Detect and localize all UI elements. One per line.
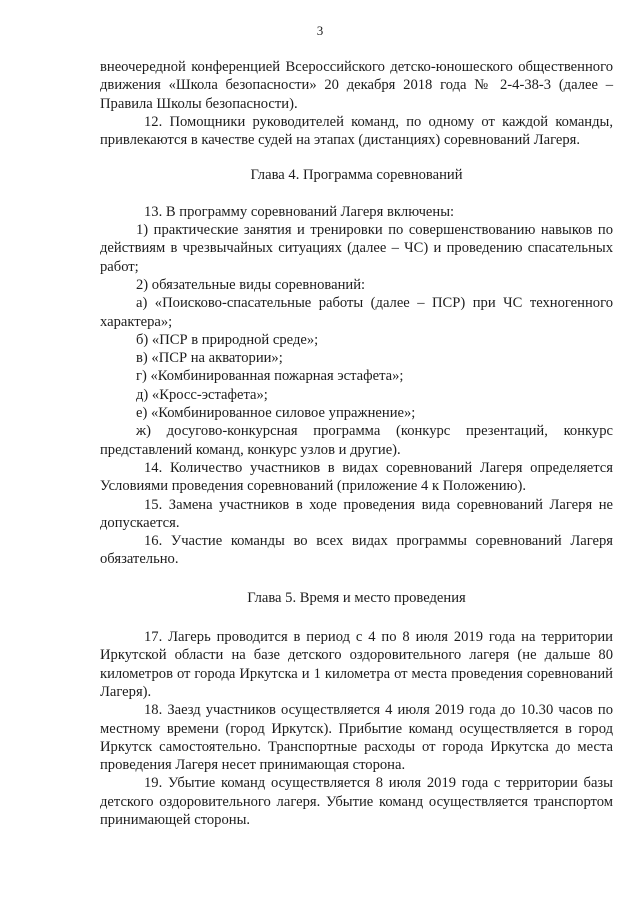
paragraph-13-item-2g: ж) досугово-конкурсная программа (конкурс презентаций, конкурс представлений команд, конкурс узлов и другие). bbox=[100, 423, 613, 458]
paragraph-16: 16. Участие команды во всех видах программы соревнований Лагеря обязательно. bbox=[100, 533, 613, 568]
page-number: 3 bbox=[316, 23, 324, 38]
paragraph-13-item-2: 2) обязательные виды соревнований: bbox=[136, 276, 366, 293]
paragraph-13-item-2d: г) «Комбинированная пожарная эстафета»; bbox=[136, 368, 404, 385]
paragraph-14: 14. Количество участников в видах соревнований Лагеря определяется Условиями проведения соревнований (приложение 4 к Положению). bbox=[100, 459, 613, 495]
paragraph-13-item-2f: е) «Комбинированное силовое упражнение»; bbox=[136, 405, 416, 422]
paragraph-17: 17. Лагерь проводится в период с 4 по 8 июля 2019 года на территории Иркутской области на базе детского оздоровительного лагеря (не дальше 80 километров от города Иркутска и 1 километра от места проведения соревнований Лагеря). bbox=[100, 629, 613, 700]
intro-paragraph: внеочередной конференцией Всероссийского детско-юношеского общественного движения «Школа безопасности» 20 декабря 2018 года № 2-4-38-3 (далее – Правила Школы безопасности). bbox=[100, 59, 613, 112]
paragraph-18: 18. Заезд участников осуществляется 4 июля 2019 года до 10.30 часов по местному времени (город Иркутск). Прибытие команд осуществляется в город Иркутск самостоятельно. Транспортные расходы от города Иркутска до места проведения Лагеря несет принимающая сторона. bbox=[100, 702, 613, 774]
paragraph-13-item-1: 1) практические занятия и тренировки по совершенствованию навыков по действиям в чрезвычайных ситуациях (далее – ЧС) и проведению спасательных работ; bbox=[100, 222, 613, 275]
paragraph-13-item-2b: б) «ПСР в природной среде»; bbox=[136, 331, 319, 348]
chapter-4-title: Глава 4. Программа соревнований bbox=[250, 167, 463, 184]
document-body bbox=[100, 58, 613, 829]
paragraph-13: 13. В программу соревнований Лагеря включены: bbox=[144, 203, 455, 220]
paragraph-13-item-2c: в) «ПСР на акватории»; bbox=[136, 350, 283, 367]
paragraph-12: 12. Помощники руководителей команд, по одному от каждой команды, привлекаются в качестве судей на этапах (дистанциях) соревнований Лагеря. bbox=[100, 113, 613, 149]
paragraph-13-item-2a: а) «Поисково-спасательные работы (далее – ПСР) при ЧС техногенного характера»; bbox=[100, 295, 613, 330]
paragraph-15: 15. Замена участников в ходе проведения вида соревнований Лагеря не допускается. bbox=[100, 496, 613, 531]
chapter-5-title: Глава 5. Время и место проведения bbox=[247, 589, 466, 606]
paragraph-13-item-2e: д) «Кросс-эстафета»; bbox=[136, 386, 268, 403]
paragraph-19: 19. Убытие команд осуществляется 8 июля 2019 года с территории базы детского оздоровительного лагеря. Убытие команд осуществляется транспортом принимающей стороны. bbox=[100, 775, 613, 828]
